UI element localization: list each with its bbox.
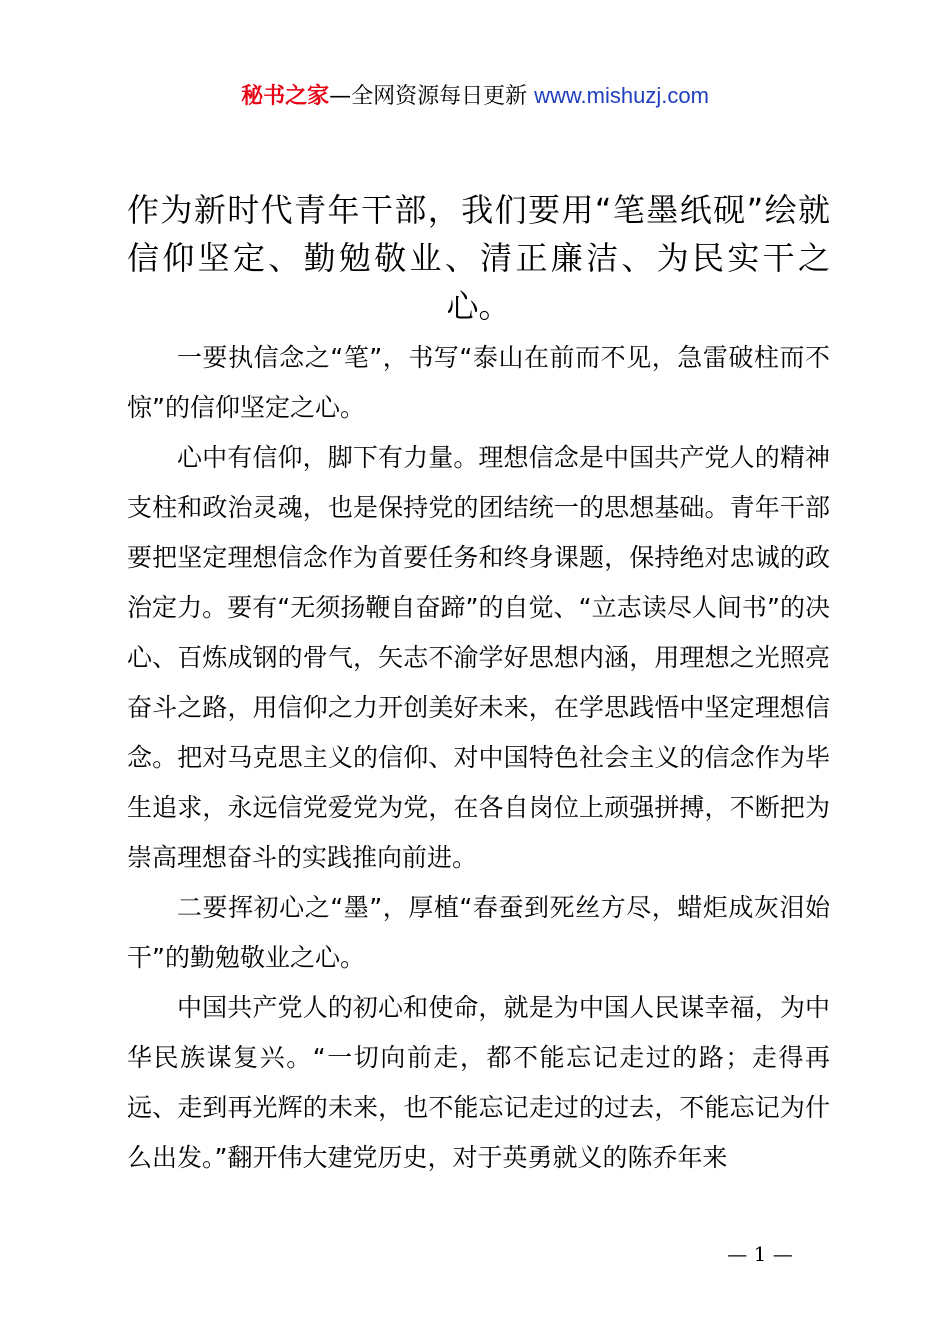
document-title: 作为新时代青年干部，我们要用“笔墨纸砚”绘就信仰坚定、勤勉敬业、清正廉洁、为民实干之心。 [127,191,830,325]
paragraph-3: 二要挥初心之“墨”，厚植“春蚕到死丝方尽，蜡炬成灰泪始干”的勤勉敬业之心。 [127,893,830,972]
page-number: — 1 — [727,1242,793,1266]
document-body [127,333,830,1183]
header-tagline: —全网资源每日更新 [329,84,528,109]
site-url-link[interactable]: www.mishuzj.com [534,83,709,108]
paragraph-2: 心中有信仰，脚下有力量。理想信念是中国共产党人的精神支柱和政治灵魂，也是保持党的团结统一的思想基础。青年干部要把坚定理想信念作为首要任务和终身课题，保持绝对忠诚的政治定力。要有“无须扬鞭自奋蹄”的自觉、“立志读尽人间书”的决心、百炼成钢的骨气，矢志不渝学好思想内涵，用理想之光照亮奋斗之路，用信仰之力开创美好未来，在学思践悟中坚定理想信念。把对马克思主义的信仰、对中国特色社会主义的信念作为毕生追求，永远信党爱党为党，在各自岗位上顽强拼搏，不断把为崇高理想奋斗的实践推向前进。 [127,443,830,872]
site-header [0,82,950,111]
brand-name: 秘书之家 [241,84,330,109]
paragraph-1: 一要执信念之“笔”，书写“泰山在前而不见，急雷破柱而不惊”的信仰坚定之心。 [127,343,830,422]
paragraph-4: 中国共产党人的初心和使命，就是为中国人民谋幸福，为中华民族谋复兴。“一切向前走，都不能忘记走过的路；走得再远、走到再光辉的未来，也不能忘记走过的过去，不能忘记为什么出发。”翻开伟大建党历史，对于英勇就义的陈乔年来 [127,993,830,1172]
